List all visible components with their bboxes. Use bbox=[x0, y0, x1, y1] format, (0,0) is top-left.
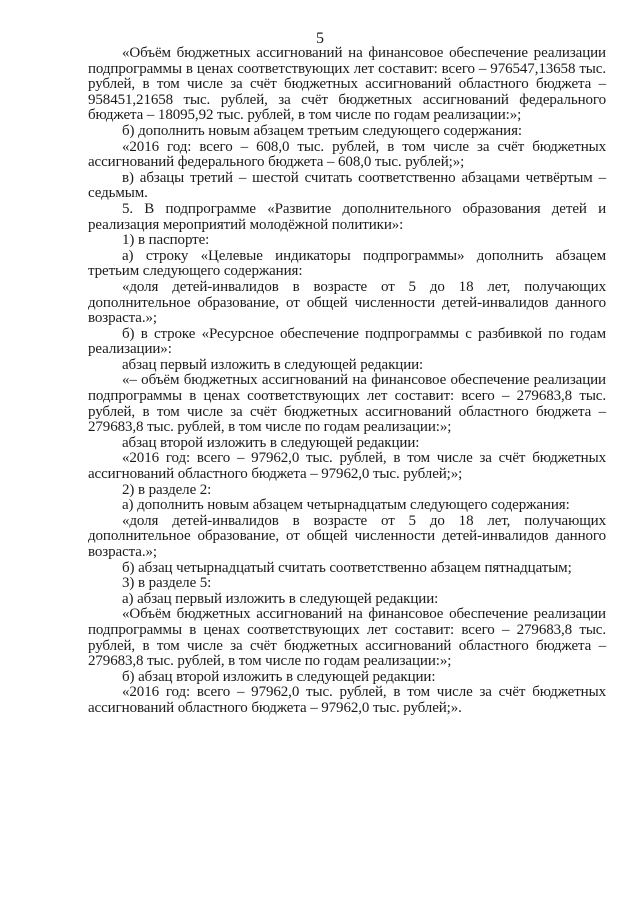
paragraph-2016-federal: «2016 год: всего – 608,0 тыс. рублей, в том числе за счёт бюджетных ассигнований федерального бюджета – 608,0 тыс. рублей;»; bbox=[88, 138, 606, 171]
paragraph-section-5-sub: 3) в разделе 5: bbox=[122, 575, 212, 592]
page-number: 5 bbox=[316, 30, 324, 47]
paragraph-first-edit: абзац первый изложить в следующей редакции: bbox=[122, 356, 424, 373]
paragraph-renumber: в) абзацы третий – шестой считать соответственно абзацами четвёртым – седьмым. bbox=[88, 169, 606, 202]
paragraph-funding-subprogram-2: «Объём бюджетных ассигнований на финансовое обеспечение реализации подпрограммы в ценах соответствующих лет составит: всего – 279683,8 тыс. рублей, в том числе за счёт бюджетных ассигнований областного бюджета – 279683,8 тыс. рублей, в том числе по годам реализации:»; bbox=[88, 606, 606, 670]
paragraph-2016-regional-2: «2016 год: всего – 97962,0 тыс. рублей, в том числе за счёт бюджетных ассигнований областного бюджета – 97962,0 тыс. рублей;». bbox=[88, 684, 606, 716]
paragraph-fourteenth-renumber: б) абзац четырнадцатый считать соответственно абзацем пятнадцатым; bbox=[122, 559, 572, 576]
paragraph-share-disabled: «доля детей-инвалидов в возрасте от 5 до 18 лет, получающих дополнительное образование, от общей численности детей-инвалидов данного возраста.»; bbox=[88, 278, 606, 327]
paragraph-funding-total: «Объём бюджетных ассигнований на финансовое обеспечение реализации подпрограммы в ценах соответствующих лет составит: всего – 976547,13658 тыс. рублей, в том числе за счёт бюджетных ассигнований областного бюджета – 958451,21658 тыс. рублей, за счёт бюджетных ассигнований федерального бюджета – 18095,92 тыс. рублей, в том числе по годам реализации:»; bbox=[88, 45, 606, 124]
paragraph-share-disabled-2: «доля детей-инвалидов в возрасте от 5 до 18 лет, получающих дополнительное образование, от общей численности детей-инвалидов данного возраста.»; bbox=[88, 512, 606, 560]
paragraph-funding-subprogram: «– объём бюджетных ассигнований на финансовое обеспечение реализации подпрограммы в ценах соответствующих лет составит: всего – 279683,8 тыс. рублей, в том числе за счёт бюджетных ассигнований областного бюджета – 279683,8 тыс. рублей, в том числе по годам реализации:»; bbox=[88, 372, 606, 436]
paragraph-2016-regional: «2016 год: всего – 97962,0 тыс. рублей, в том числе за счёт бюджетных ассигнований областного бюджета – 97962,0 тыс. рублей;»; bbox=[88, 450, 606, 483]
paragraph-second-edit: абзац второй изложить в следующей редакции: bbox=[122, 434, 420, 451]
document-body bbox=[88, 46, 606, 717]
paragraph-passport: 1) в паспорте: bbox=[122, 232, 210, 249]
paragraph-indicators: а) строку «Целевые индикаторы подпрограммы» дополнить абзацем третьим следующего содержания: bbox=[88, 247, 606, 280]
paragraph-second-edit-2: б) абзац второй изложить в следующей редакции: bbox=[122, 668, 436, 685]
paragraph-section-5: 5. В подпрограмме «Развитие дополнительного образования детей и реализация мероприятий молодёжной политики»: bbox=[88, 200, 606, 233]
paragraph-resources-row: б) в строке «Ресурсное обеспечение подпрограммы с разбивкой по годам реализации»: bbox=[88, 325, 606, 358]
paragraph-first-edit-2: а) абзац первый изложить в следующей редакции: bbox=[122, 590, 439, 607]
paragraph-add-fourteenth: а) дополнить новым абзацем четырнадцатым следующего содержания: bbox=[122, 497, 570, 514]
paragraph-add-third: б) дополнить новым абзацем третьим следующего содержания: bbox=[122, 122, 522, 139]
paragraph-section-2: 2) в разделе 2: bbox=[122, 481, 212, 498]
